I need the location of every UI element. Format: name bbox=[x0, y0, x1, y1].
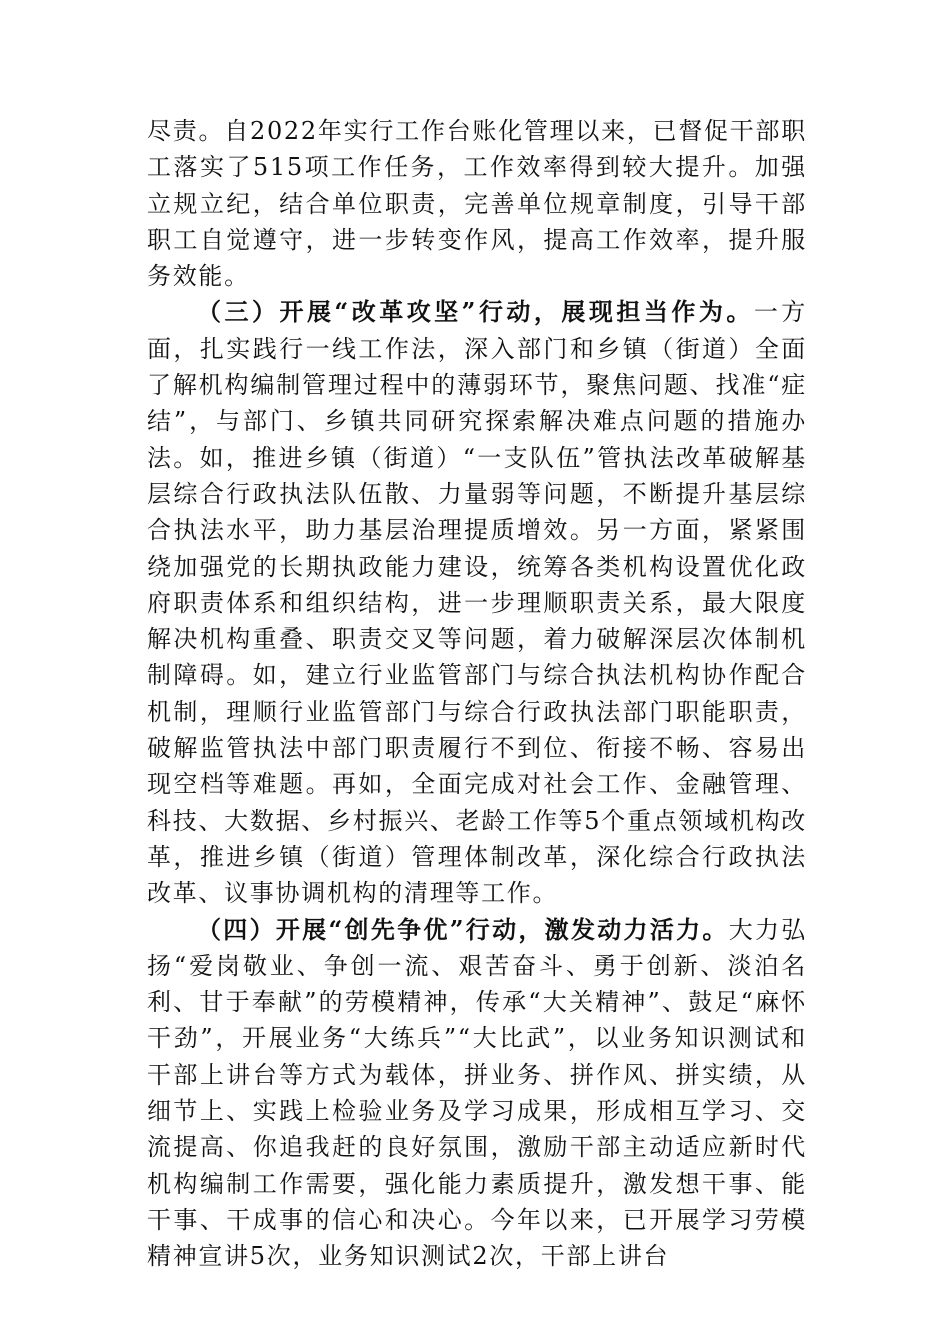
section-heading-reform: （三）开展“改革攻坚”行动，展现担当作为。 bbox=[197, 297, 754, 327]
paragraph-excellence-action bbox=[147, 912, 807, 1275]
document-body bbox=[147, 113, 807, 1275]
paragraph-continuation bbox=[147, 113, 807, 294]
paragraph-text: 尽责。自2022年实行工作台账化管理以来，已督促干部职工落实了515项工作任务，工作效率得到较大提升。加强立规立纪，结合单位职责，完善单位规章制度，引导干部职工自觉遵守，进一步转变作风，提高工作效率，提升服务效能。 bbox=[147, 117, 807, 291]
paragraph-reform-action bbox=[147, 294, 807, 911]
paragraph-text: 大力弘扬“爱岗敬业、争创一流、艰苦奋斗、勇于创新、淡泊名利、甘于奉献”的劳模精神，传承“大关精神”、鼓足“麻怀干劲”，开展业务“大练兵”“大比武”，以业务知识测试和干部上讲台等方式为载体，拼业务、拼作风、拼实绩，从细节上、实践上检验业务及学习成果，形成相互学习、交流提高、你追我赶的良好氛围，激励干部主动适应新时代机构编制工作需要，强化能力素质提升，激发想干事、能干事、干成事的信心和决心。今年以来，已开展学习劳模精神宣讲5次，业务知识测试2次，干部上讲台 bbox=[147, 915, 807, 1271]
paragraph-text: 一方面，扎实践行一线工作法，深入部门和乡镇（街道）全面了解机构编制管理过程中的薄弱环节，聚焦问题、找准“症结”，与部门、乡镇共同研究探索解决难点问题的措施办法。如，推进乡镇（街道）“一支队伍”管执法改革破解基层综合行政执法队伍散、力量弱等问题，不断提升基层综合执法水平，助力基层治理提质增效。另一方面，紧紧围绕加强党的长期执政能力建设，统筹各类机构设置优化政府职责体系和组织结构，进一步理顺职责关系，最大限度解决机构重叠、职责交叉等问题，着力破解深层次体制机制障碍。如，建立行业监管部门与综合执法机构协作配合机制，理顺行业监管部门与综合行政执法部门职能职责，破解监管执法中部门职责履行不到位、衔接不畅、容易出现空档等难题。再如，全面完成对社会工作、金融管理、科技、大数据、乡村振兴、老龄工作等5个重点领域机构改革，推进乡镇（街道）管理体制改革，深化综合行政执法改革、议事协调机构的清理等工作。 bbox=[147, 298, 807, 908]
section-heading-excellence: （四）开展“创先争优”行动，激发动力活力。 bbox=[197, 914, 729, 944]
